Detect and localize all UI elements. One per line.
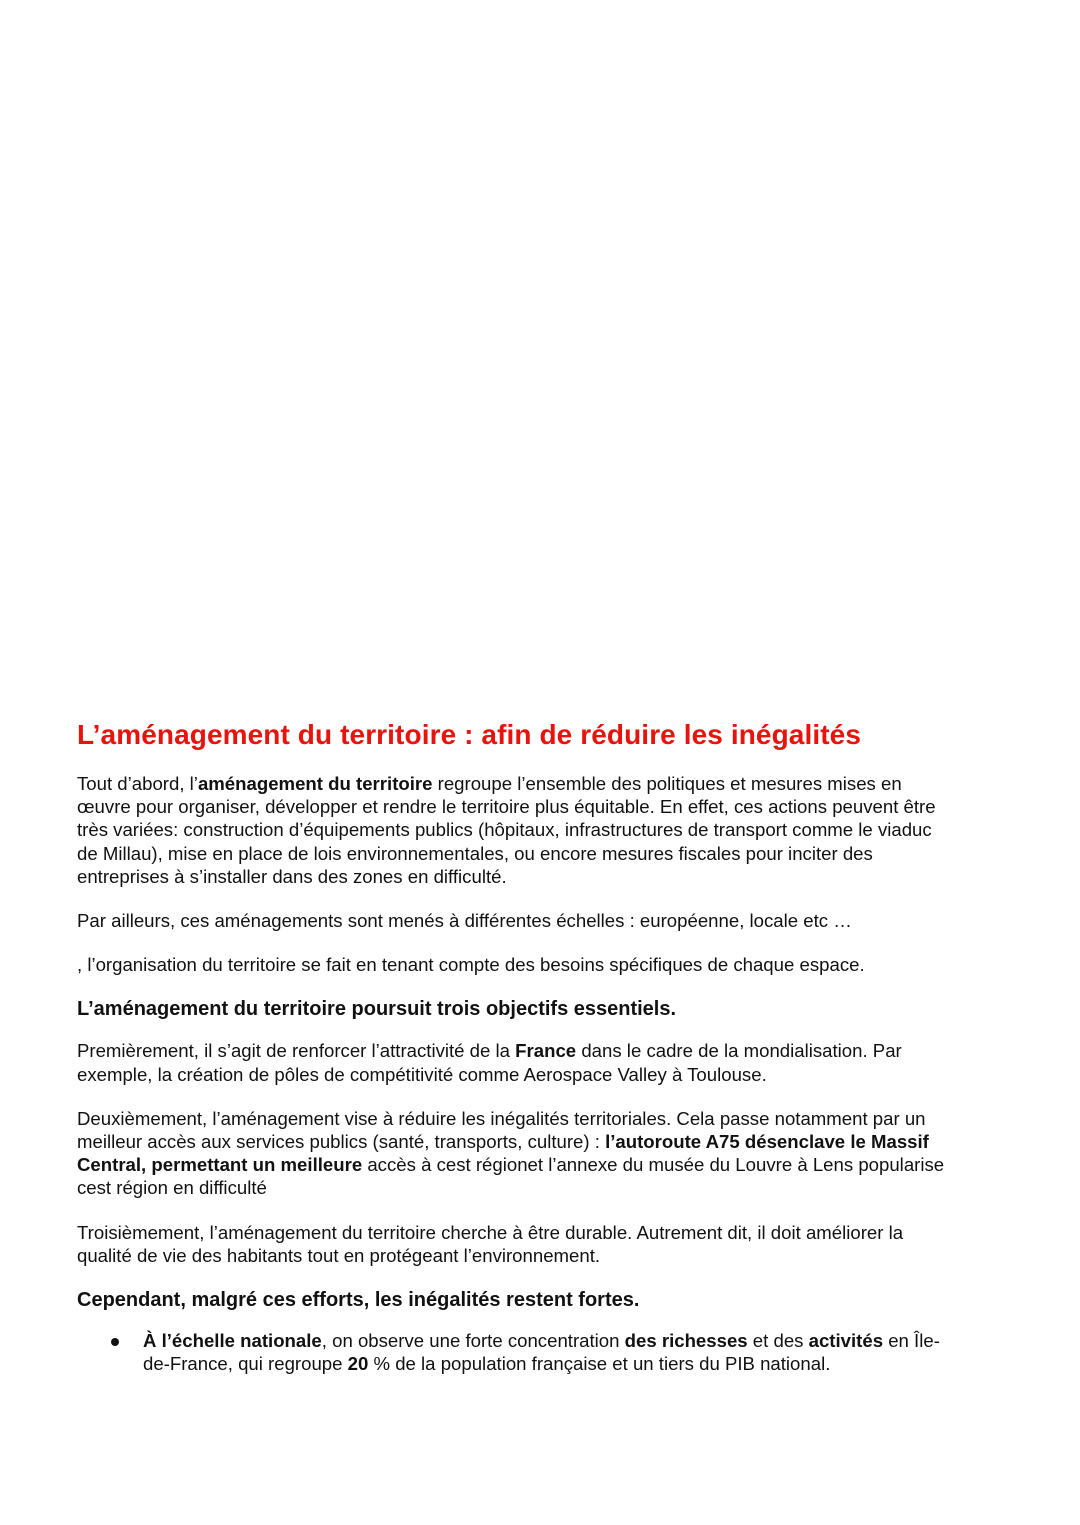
bold-term: des richesses <box>624 1330 748 1352</box>
text-run: , on observe une forte concentration <box>321 1330 625 1352</box>
text-run: Tout d’abord, l’ <box>77 773 198 794</box>
bold-term: À l’échelle nationale <box>143 1330 322 1352</box>
text-run: en Île-de-France, qui regroupe <box>143 1330 940 1375</box>
objective-three-paragraph: Troisièmement, l’aménagement du territoire cherche à être durable. Autrement dit, il doit améliorer la qualité de vie des habitants tout en protégeant l’environnement. <box>77 1221 904 1266</box>
bold-term: aménagement du territoire <box>197 773 433 794</box>
bold-term: 20 <box>347 1353 369 1375</box>
scales-paragraph: Par ailleurs, ces aménagements sont menés à différentes échelles : européenne, locale etc … <box>77 910 852 932</box>
bold-term: l’autoroute A75 désenclave le Massif Central, permettant un meilleure <box>77 1131 929 1176</box>
document-page <box>77 714 957 1375</box>
page-title: L’aménagement du territoire : afin de réduire les inégalités <box>77 719 861 750</box>
organisation-paragraph: , l’organisation du territoire se fait en tenant compte des besoins spécifiques de chaque espace. <box>77 954 865 976</box>
text-run: % de la population française et un tiers du PIB national. <box>368 1353 831 1375</box>
text-run: regroupe l’ensemble des politiques et mesures mises en œuvre pour organiser, développer et rendre le territoire plus équitable. En effet, ces actions peuvent être très variées: construction d’équipements publics (hôpitaux, infrastructures de transport comme le viaduc de Millau), mise en place de lois environnementales, ou encore mesures fiscales pour inciter des entreprises à s’installer dans des zones en difficulté. <box>77 773 936 887</box>
objective-two-paragraph <box>77 1107 957 1200</box>
text-run: accès à cest régionet l’annexe du musée du Louvre à Lens popularise cest région en difficulté <box>77 1154 945 1199</box>
text-run: Premièrement, il s’agit de renforcer l’attractivité de la <box>77 1040 516 1062</box>
bullet-dot-icon <box>111 1338 119 1346</box>
section-heading-inequalities: Cependant, malgré ces efforts, les inégalités restent fortes. <box>77 1289 640 1312</box>
bold-term: France <box>515 1040 577 1062</box>
text-run: et des <box>747 1330 809 1352</box>
list-item <box>77 1329 957 1375</box>
bullet-list <box>77 1329 957 1375</box>
objective-one-paragraph <box>77 1039 957 1085</box>
bold-term: activités <box>808 1330 884 1352</box>
text-run: Deuxièmement, l’aménagement vise à réduire les inégalités territoriales. Cela passe notamment par un meilleur accès aux services publics (santé, transports, culture) : <box>77 1107 926 1153</box>
text-run: dans le cadre de la mondialisation. Par exemple, la création de pôles de compétitivité comme Aerospace Valley à Toulouse. <box>77 1040 902 1085</box>
section-heading-objectives: L’aménagement du territoire poursuit trois objectifs essentiels. <box>77 998 677 1021</box>
intro-paragraph <box>77 772 957 888</box>
